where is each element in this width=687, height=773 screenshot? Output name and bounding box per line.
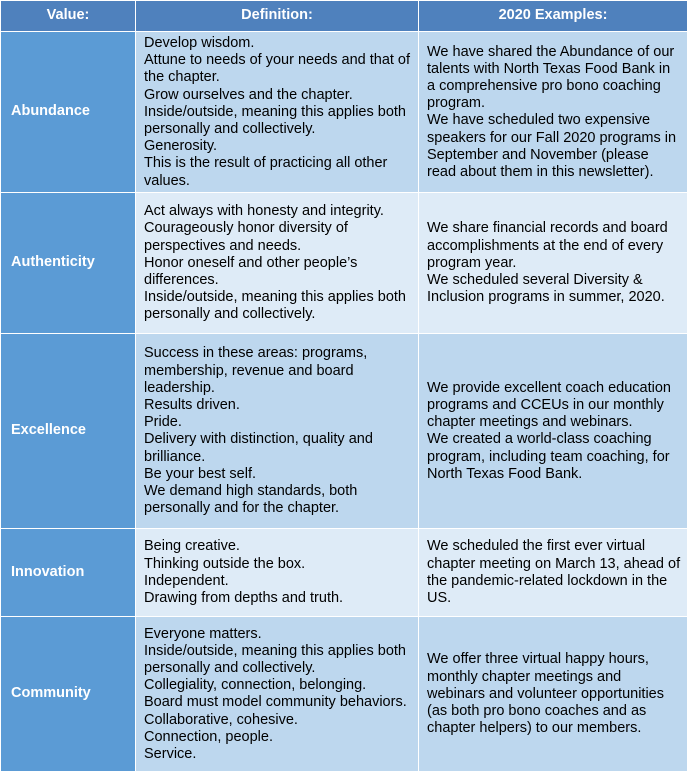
definition-line: Attune to needs of your needs and that of the chapter.	[144, 52, 411, 86]
definition-cell	[136, 32, 419, 193]
definition-line: Board must model community behaviors.	[144, 694, 407, 711]
examples-cell	[419, 333, 687, 528]
definition-line: Inside/outside, meaning this applies both personally and collectively.	[144, 103, 406, 138]
definition-line: Courageously honor diversity of perspectives and needs.	[144, 220, 348, 254]
definition-line: Develop wisdom.	[144, 35, 255, 51]
examples-cell	[419, 32, 687, 193]
definition-cell	[136, 333, 419, 528]
definition-line: Connection, people.	[144, 728, 273, 745]
definition-line: Be your best self.	[144, 465, 257, 482]
example-line: We share financial records and board accomplishments at the end of every program year.	[427, 220, 668, 271]
example-line: We provide excellent coach education programs and CCEUs in our monthly chapter meetings and webinars.	[427, 379, 671, 431]
definition-line: We demand high standards, both personally and for the chapter.	[144, 482, 358, 517]
definition-line: Success in these areas: programs, membership, revenue and board leadership.	[144, 345, 368, 396]
value-name: Community	[1, 616, 136, 771]
definition-line: Collaborative, cohesive.	[144, 711, 298, 728]
definition-line: Generosity.	[144, 138, 218, 155]
value-name: Authenticity	[1, 192, 136, 333]
definition-line: Everyone matters.	[144, 625, 262, 642]
examples-cell	[419, 192, 687, 333]
definition-cell	[136, 616, 419, 771]
definition-line: Results driven.	[144, 396, 240, 413]
header-row	[1, 1, 687, 32]
value-name: Abundance	[1, 32, 136, 193]
definition-cell	[136, 528, 419, 616]
example-line: We scheduled several Diversity & Inclusion programs in summer, 2020.	[427, 271, 665, 306]
table-row	[1, 192, 687, 333]
definition-line: Service.	[144, 745, 197, 762]
definition-line: Pride.	[144, 414, 182, 431]
table-row	[1, 616, 687, 771]
examples-cell	[419, 616, 687, 771]
table-row	[1, 333, 687, 528]
definition-line: Grow ourselves and the chapter.	[144, 86, 353, 103]
example-line: We have shared the Abundance of our talents with North Texas Food Bank in a comprehensive pro bono coaching program.	[427, 43, 675, 112]
definition-line: Act always with honesty and integrity.	[144, 203, 384, 220]
example-line: We have scheduled two expensive speakers for our Fall 2020 programs in September and November (please read about them in this newsletter).	[427, 112, 677, 181]
definition-line: Drawing from depths and truth.	[144, 590, 344, 607]
example-line: We offer three virtual happy hours, monthly chapter meetings and webinars and volunteer opportunities (as both pro bono coaches and as chapter helpers) to our members.	[427, 651, 664, 737]
header-value: Value:	[1, 1, 136, 32]
value-name: Excellence	[1, 333, 136, 528]
definition-line: Inside/outside, meaning this applies both personally and collectively.	[144, 642, 406, 676]
definition-line: Independent.	[144, 572, 229, 589]
definition-line: This is the result of practicing all other values.	[144, 155, 388, 189]
header-examples: 2020 Examples:	[419, 1, 687, 32]
definition-line: Being creative.	[144, 538, 240, 555]
definition-line: Thinking outside the box.	[144, 555, 306, 572]
definition-line: Delivery with distinction, quality and brilliance.	[144, 431, 373, 465]
definition-line: Inside/outside, meaning this applies both personally and collectively.	[144, 289, 406, 323]
example-line: We scheduled the first ever virtual chapter meeting on March 13, ahead of the pandemic-related lockdown in the US.	[427, 538, 681, 607]
definition-cell	[136, 192, 419, 333]
definition-line: Honor oneself and other people’s differences.	[144, 254, 358, 288]
value-name: Innovation	[1, 528, 136, 616]
definition-line: Collegiality, connection, belonging.	[144, 677, 367, 694]
table-row	[1, 528, 687, 616]
table-row	[1, 32, 687, 193]
header-definition: Definition:	[136, 1, 419, 32]
example-line: We created a world-class coaching program, including team coaching, for North Texas Food Bank.	[427, 431, 670, 482]
examples-cell	[419, 528, 687, 616]
